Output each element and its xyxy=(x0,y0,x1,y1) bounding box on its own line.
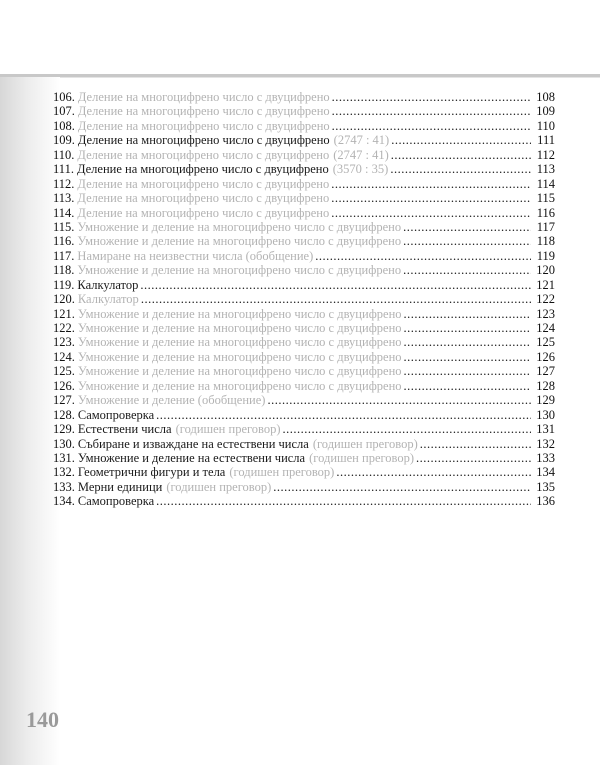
toc-entry xyxy=(53,220,555,234)
toc-entry-title: Умножение и деление на многоцифрено число с двуцифрено xyxy=(77,349,402,364)
toc-entry-number: 118. xyxy=(53,263,75,278)
toc-entry-number: 130. xyxy=(53,436,75,451)
toc-entry-page: 133 xyxy=(536,450,555,465)
toc-entry-number: 116. xyxy=(53,234,75,249)
toc-entry-page: 115 xyxy=(536,191,555,206)
toc-entry-page: 119 xyxy=(536,248,555,263)
toc-entry-page: 136 xyxy=(536,494,555,509)
toc-entry-leader-dots xyxy=(403,234,531,248)
toc-entry-number: 123. xyxy=(53,335,75,350)
toc-entry-leader-dots xyxy=(331,191,531,205)
toc-entry xyxy=(53,119,555,133)
left-margin-shade xyxy=(0,77,60,765)
toc-entry xyxy=(53,494,555,508)
toc-entry-page: 134 xyxy=(536,465,555,480)
toc-entry-leader-dots xyxy=(315,249,531,263)
toc-entry-title: Умножение и деление на многоцифрено число с двуцифрено xyxy=(77,234,402,249)
toc-entry-number: 126. xyxy=(53,378,75,393)
toc-entry-page: 123 xyxy=(536,306,555,321)
toc-entry-leader-dots xyxy=(391,133,531,147)
top-band xyxy=(0,0,600,77)
toc-entry-title: Деление на многоцифрено число с двуцифрено xyxy=(77,191,330,206)
toc-entry-page: 117 xyxy=(536,219,555,234)
toc-entry-note: (годишен преговор) xyxy=(166,479,272,494)
toc-entry-title: Умножение и деление на многоцифрено число с двуцифрено xyxy=(77,335,402,350)
toc-entry-page: 121 xyxy=(536,277,555,292)
table-of-contents xyxy=(53,90,555,509)
toc-entry-page: 128 xyxy=(536,378,555,393)
toc-entry-leader-dots xyxy=(273,480,531,494)
toc-entry-leader-dots xyxy=(404,350,531,364)
toc-entry xyxy=(53,263,555,277)
toc-entry-leader-dots xyxy=(332,90,531,104)
toc-entry xyxy=(53,393,555,407)
toc-entry-page: 112 xyxy=(536,147,555,162)
toc-entry-title: Умножение и деление на многоцифрено число с двуцифрено xyxy=(77,219,402,234)
toc-entry xyxy=(53,104,555,118)
toc-entry-title: Деление на многоцифрено число с двуцифрено xyxy=(77,104,330,119)
toc-entry xyxy=(53,162,555,176)
toc-entry-leader-dots xyxy=(404,379,531,393)
toc-entry-title: Геометрични фигури и тела xyxy=(77,465,226,480)
toc-entry-number: 110. xyxy=(53,147,75,162)
toc-entry-title: Деление на многоцифрено число с двуцифрено xyxy=(77,133,330,148)
toc-entry-leader-dots xyxy=(332,104,531,118)
toc-entry-number: 121. xyxy=(53,306,75,321)
toc-entry-leader-dots xyxy=(331,177,531,191)
toc-entry-title: Умножение и деление на многоцифрено число с двуцифрено xyxy=(77,364,402,379)
toc-entry-page: 114 xyxy=(536,176,555,191)
toc-entry xyxy=(53,234,555,248)
toc-entry-note: (годишен преговор) xyxy=(309,450,415,465)
toc-entry-page: 109 xyxy=(536,104,555,119)
toc-entry xyxy=(53,465,555,479)
toc-entry-title: Умножение и деление на многоцифрено число с двуцифрено xyxy=(77,306,402,321)
toc-entry-title: Умножение и деление на многоцифрено число с двуцифрено xyxy=(77,378,402,393)
toc-entry-number: 128. xyxy=(53,407,75,422)
toc-entry-page: 130 xyxy=(536,407,555,422)
toc-entry xyxy=(53,379,555,393)
toc-entry-number: 129. xyxy=(53,422,75,437)
toc-entry-page: 127 xyxy=(536,364,555,379)
toc-entry xyxy=(53,148,555,162)
toc-entry xyxy=(53,278,555,292)
toc-entry xyxy=(53,133,555,147)
toc-entry-number: 125. xyxy=(53,364,75,379)
toc-entry-leader-dots xyxy=(403,263,531,277)
toc-entry-title: Събиране и изваждане на естествени числа xyxy=(77,436,309,451)
toc-entry-page: 125 xyxy=(536,335,555,350)
toc-entry-title: Деление на многоцифрено число с двуцифрено xyxy=(77,147,330,162)
toc-entry xyxy=(53,292,555,306)
page-number: 140 xyxy=(26,707,59,732)
toc-entry-title: Самопроверка xyxy=(77,407,155,422)
toc-entry-title: Деление на многоцифрено число с двуцифрено xyxy=(77,205,330,220)
toc-entry-title: Калкулатор xyxy=(77,292,139,307)
toc-entry-note: (3570 : 35) xyxy=(332,162,389,177)
toc-entry-leader-dots xyxy=(404,364,531,378)
toc-entry-title: Мерни единици xyxy=(77,479,163,494)
toc-entry-number: 117. xyxy=(53,248,75,263)
toc-entry-page: 108 xyxy=(536,90,555,104)
toc-entry xyxy=(53,191,555,205)
toc-entry xyxy=(53,177,555,191)
toc-entry xyxy=(53,451,555,465)
toc-entry-page: 129 xyxy=(536,393,555,408)
toc-entry-page: 113 xyxy=(536,162,555,177)
toc-entry-number: 112. xyxy=(53,176,75,191)
toc-entry-leader-dots xyxy=(331,206,531,220)
toc-entry-title: Деление на многоцифрено число с двуцифрено xyxy=(77,90,330,104)
toc-entry-page: 132 xyxy=(536,436,555,451)
toc-entry-page: 118 xyxy=(536,234,555,249)
toc-entry xyxy=(53,206,555,220)
toc-entry-leader-dots xyxy=(391,148,531,162)
toc-entry-number: 134. xyxy=(53,494,75,509)
toc-entry-page: 110 xyxy=(536,118,555,133)
toc-entry-title: Естествени числа xyxy=(77,422,172,437)
toc-entry-title: Деление на многоцифрено число с двуцифрено xyxy=(77,118,330,133)
toc-entry-leader-dots xyxy=(404,307,531,321)
toc-entry-leader-dots xyxy=(140,278,531,292)
toc-entry-leader-dots xyxy=(416,451,531,465)
toc-entry-leader-dots xyxy=(156,494,531,508)
toc-entry-note: (2747 : 41) xyxy=(333,133,390,148)
toc-entry-title: Деление на многоцифрено число с двуцифрено xyxy=(76,162,329,177)
toc-entry xyxy=(53,480,555,494)
toc-entry-leader-dots xyxy=(404,321,531,335)
toc-entry xyxy=(53,307,555,321)
toc-entry-page: 124 xyxy=(536,321,555,335)
toc-entry xyxy=(53,249,555,263)
toc-entry xyxy=(53,408,555,422)
toc-entry-number: 113. xyxy=(53,191,75,206)
toc-entry-page: 135 xyxy=(536,479,555,494)
toc-entry xyxy=(53,364,555,378)
toc-entry-title: Самопроверка xyxy=(77,494,155,509)
toc-entry-note: (годишен преговор) xyxy=(229,465,335,480)
toc-entry-note: (годишен преговор) xyxy=(312,436,418,451)
toc-entry-number: 111. xyxy=(53,162,74,177)
toc-entry-number: 108. xyxy=(53,118,75,133)
toc-entry xyxy=(53,422,555,436)
toc-entry-number: 119. xyxy=(53,277,75,292)
toc-entry xyxy=(53,321,555,335)
toc-entry-number: 120. xyxy=(53,292,75,307)
toc-entry-title: Умножение и деление на многоцифрено число с двуцифрено xyxy=(77,321,402,335)
toc-entry-number: 114. xyxy=(53,205,75,220)
toc-entry-number: 124. xyxy=(53,349,75,364)
toc-entry-page: 111 xyxy=(537,133,555,148)
toc-entry-title: Деление на многоцифрено число с двуцифрено xyxy=(77,176,330,191)
toc-entry-leader-dots xyxy=(141,292,531,306)
toc-entry-leader-dots xyxy=(267,393,531,407)
toc-entry-leader-dots xyxy=(336,465,531,479)
toc-entry-number: 109. xyxy=(53,133,75,148)
toc-entry-title: Намиране на неизвестни числа (обобщение) xyxy=(77,248,314,263)
toc-entry-leader-dots xyxy=(332,119,531,133)
toc-entry-leader-dots xyxy=(403,220,531,234)
toc-entry-number: 127. xyxy=(53,393,75,408)
toc-entry-page: 122 xyxy=(536,292,555,307)
toc-entry xyxy=(53,90,555,104)
toc-entry-leader-dots xyxy=(404,335,531,349)
toc-entry-number: 107. xyxy=(53,104,75,119)
toc-entry-page: 116 xyxy=(536,205,555,220)
toc-entry-leader-dots xyxy=(283,422,531,436)
toc-entry-number: 132. xyxy=(53,465,75,480)
toc-entry-number: 106. xyxy=(53,90,75,104)
toc-entry-page: 131 xyxy=(536,422,555,437)
toc-entry-leader-dots xyxy=(420,437,531,451)
toc-entry xyxy=(53,350,555,364)
toc-entry-number: 131. xyxy=(53,450,75,465)
toc-entry-title: Умножение и деление на многоцифрено число с двуцифрено xyxy=(77,263,402,278)
toc-entry-number: 122. xyxy=(53,321,75,335)
toc-entry-number: 115. xyxy=(53,219,75,234)
toc-entry-title: Умножение и деление (обобщение) xyxy=(77,393,266,408)
toc-entry-note: (2747 : 41) xyxy=(333,147,389,162)
toc-entry-leader-dots xyxy=(156,408,531,422)
toc-entry xyxy=(53,437,555,451)
toc-entry-note: (годишен преговор) xyxy=(175,422,281,437)
toc-entry-title: Умножение и деление на естествени числа xyxy=(77,450,306,465)
toc-entry-number: 133. xyxy=(53,479,75,494)
toc-entry-leader-dots xyxy=(390,162,531,176)
toc-entry-page: 120 xyxy=(536,263,555,278)
toc-entry-page: 126 xyxy=(536,349,555,364)
toc-entry-title: Калкулатор xyxy=(77,277,139,292)
toc-entry xyxy=(53,335,555,349)
